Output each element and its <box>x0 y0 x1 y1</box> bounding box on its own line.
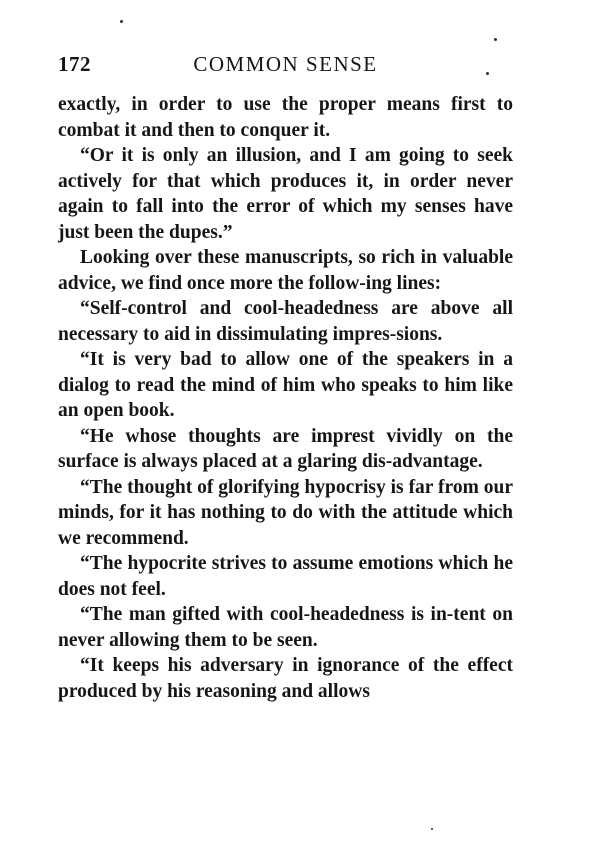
paragraph: “Self-control and cool-headedness are above all necessary to aid in dissimulating impres-sions. <box>58 298 513 345</box>
page-header <box>58 52 513 82</box>
paragraph: exactly, in order to use the proper means first to combat it and then to conquer it. <box>58 94 513 141</box>
paragraph: “It keeps his adversary in ignorance of the effect produced by his reasoning and allows <box>58 655 513 702</box>
paragraph: “The man gifted with cool-headedness is in-tent on never allowing them to be seen. <box>58 604 513 651</box>
paragraph: “The hypocrite strives to assume emotions which he does not feel. <box>58 553 513 600</box>
print-speck <box>120 20 123 23</box>
running-title: COMMON SENSE <box>193 52 378 76</box>
paragraph: “The thought of glorifying hypocrisy is far from our minds, for it has nothing to do with the attitude which we recommend. <box>58 476 513 549</box>
print-speck <box>494 38 497 41</box>
paragraph: “It is very bad to allow one of the speakers in a dialog to read the mind of him who speaks to him like an open book. <box>58 349 513 421</box>
paragraph: “Or it is only an illusion, and I am going to seek actively for that which produces it, in order never again to fall into the error of which my senses have just been the dupes.” <box>58 145 513 243</box>
page-body <box>58 92 513 704</box>
page-number: 172 <box>58 52 91 76</box>
print-speck <box>431 828 433 830</box>
paragraph: Looking over these manuscripts, so rich in valuable advice, we find once more the follow-ing lines: <box>58 247 513 294</box>
paragraph: “He whose thoughts are imprest vividly on the surface is always placed at a glaring dis-advantage. <box>58 425 513 472</box>
